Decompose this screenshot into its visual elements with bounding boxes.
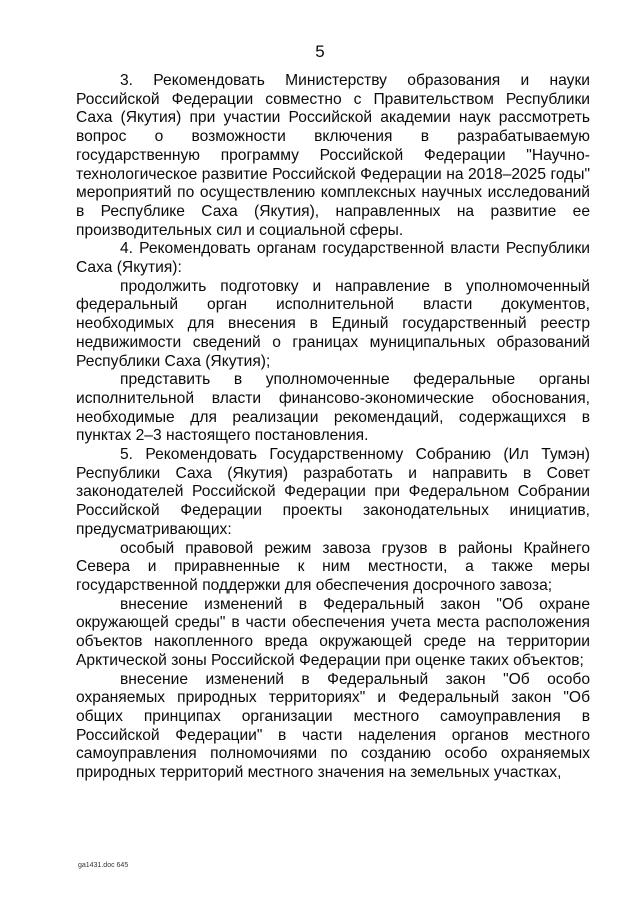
footer-doc-id: ga1431.doc 645 (78, 862, 129, 869)
paragraph-item-4: 4. Рекомендовать органам государственной власти Республики Саха (Якутия): (76, 240, 590, 277)
page-number: 5 (315, 42, 325, 61)
paragraph-subitem: внесение изменений в Федеральный закон "Об охране окружающей среды" в части обеспечения учета места расположения объектов накопленного вреда окружающей среде на территории Арктической зоны Российской Федерации при оценке таких объектов; (76, 595, 590, 669)
paragraph-subitem: особый правовой режим завоза грузов в районы Крайнего Севера и приравненные к ним местности, а также меры государственной поддержки для обеспечения досрочного завоза; (76, 539, 590, 594)
paragraph-subitem: представить в уполномоченные федеральные органы исполнительной власти финансово-экономические обоснования, необходимые для реализации рекомендаций, содержащихся в пунктах 2–3 настоящего постановления. (76, 371, 590, 445)
paragraph-subitem: внесение изменений в Федеральный закон "Об особо охраняемых природных территориях" и Федеральный закон "Об общих принципах организации местного самоуправления в Российской Федерации" в части наделения органов местного самоуправления полномочиями по созданию особо охраняемых природных территорий местного значения на земельных участках, (76, 670, 590, 782)
paragraph-subitem: продолжить подготовку и направление в уполномоченный федеральный орган исполнительной власти документов, необходимых для внесения в Единый государственный реестр недвижимости сведений о границах муниципальных образований Республики Саха (Якутия); (76, 277, 590, 370)
paragraph-item-5: 5. Рекомендовать Государственному Собранию (Ил Тумэн) Республики Саха (Якутия) разработать и направить в Совет законодателей Российской Федерации при Федеральном Собрании Российской Федерации проекты законодательных инициатив, предусматривающих: (76, 446, 590, 538)
document-body (76, 72, 590, 783)
paragraph-item-3: 3. Рекомендовать Министерству образования и науки Российской Федерации совместно с Правительством Республики Саха (Якутия) при участии Российской академии наук рассмотреть вопрос о возможности включения в разрабатываемую государственную программу Российской Федерации "Научно-технологическое развитие Российской Федерации на 2018–2025 годы" мероприятий по осуществлению комплексных научных исследований в Республике Саха (Якутия), направленных на развитие ее производительных сил и социальной сферы. (76, 72, 590, 239)
